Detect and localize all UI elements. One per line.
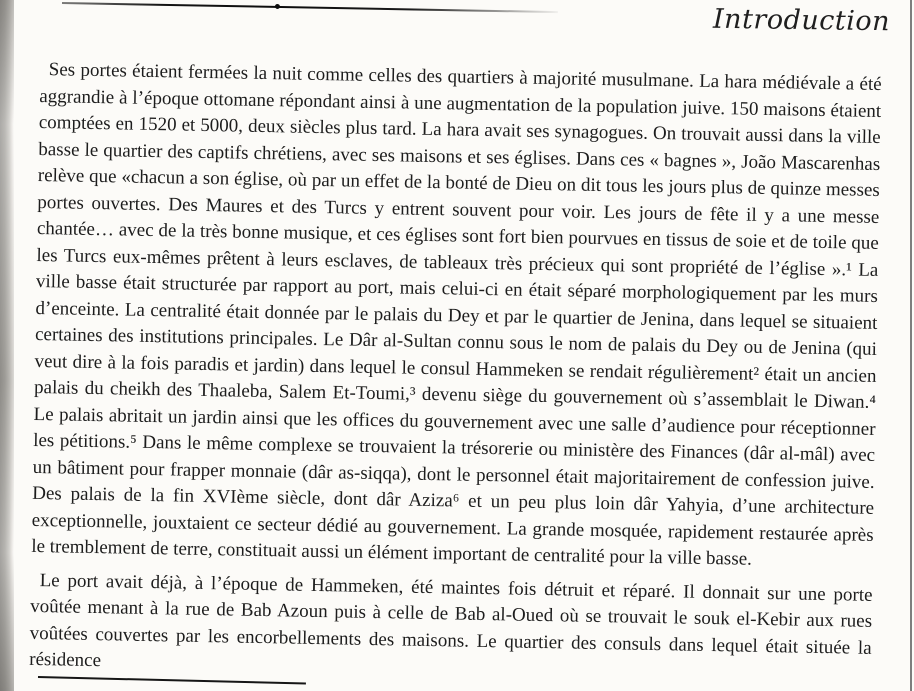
page-body-text — [29, 57, 882, 688]
paragraph-port-description: Le port avait déjà, à l’époque de Hammeken, été maintes fois détruit et réparé. Il donnait sur une porte voûtée menant à la rue de Bab Azoun puis à celle de Bab al-Oued où se trouvait le souk el-Kebir aux rues voûtées couvertes par les encorbellements des maisons. Le quartier des consuls dans lequel était située la résidence — [29, 569, 873, 672]
paragraph-city-description: Ses portes étaient fermées la nuit comme celles des quartiers à majorité musulmane. La hara médiévale a été aggrandie à l’époque ottomane répondant ainsi à une augmentation de la population juive. 150 maisons étaient comptées en 1520 et 5000, deux siècles plus tard. La hara avait ses synagogues. On trouvait aussi dans la ville basse le quartier des captifs chrétiens, avec ses maisons et ses églises. Dans ces « bagnes », João Mascarenhas relève que «chacun a son église, où par un effet de la bonté de Dieu on dit tous les jours plus de quinze messes portes ouvertes. Des Maures et des Turcs y entrent souvent pour voir. Les jours de fête il y a une messe chantée… avec de la très bonne musique, et ces églises sont fort bien pourvues en tissus de soie et de toile que les Turcs eux-mêmes prêtent à leurs esclaves, de tableaux très précieux qui sont propriété de l’église ».¹ La ville basse était structurée par rapport au port, mais celui-ci en était séparé morphologiquement par les murs d’enceinte. La centralité était donnée par le palais du Dey et par le quartier de Jenina, dans lequel se situaient certaines des institutions principales. Le Dâr al-Sultan connu sous le nom de palais du Dey ou de Jenina (qui veut dire à la fois paradis et jardin) dans lequel le consul Hammeken se rendait régulièrement² était un ancien palais du cheikh des Thaaleba, Salem Et-Toumi,³ devenu siège du gouvernement où s’assemblait le Diwan.⁴ Le palais abritait un jardin ainsi que les offices du gouvernement avec une salle d’audience pour réceptionner les pétitions.⁵ Dans le même complexe se trouvaient la trésorerie ou ministère des Finances (dâr al-mâl) avec un bâtiment pour frapper monnaie (dâr as-siqqa), dont le personnel était majoritairement de confession juive. Des palais de la fin XVIème siècle, dont dâr Aziza⁶ et un peu plus loin dâr Yahyia, d’une architecture exceptionnelle, jouxtaient ce secteur dédié au gouvernement. La grande mosquée, rapidement restaurée après le tremblement de terre, constituait aussi un élément important de centralité pour la ville basse. — [31, 59, 882, 570]
rule-dot-ornament — [275, 4, 280, 9]
header-ornament-rule — [62, 2, 558, 13]
running-header-title: Introduction — [712, 3, 891, 38]
scan-right-edge — [910, 0, 912, 691]
scan-left-edge — [0, 0, 14, 691]
